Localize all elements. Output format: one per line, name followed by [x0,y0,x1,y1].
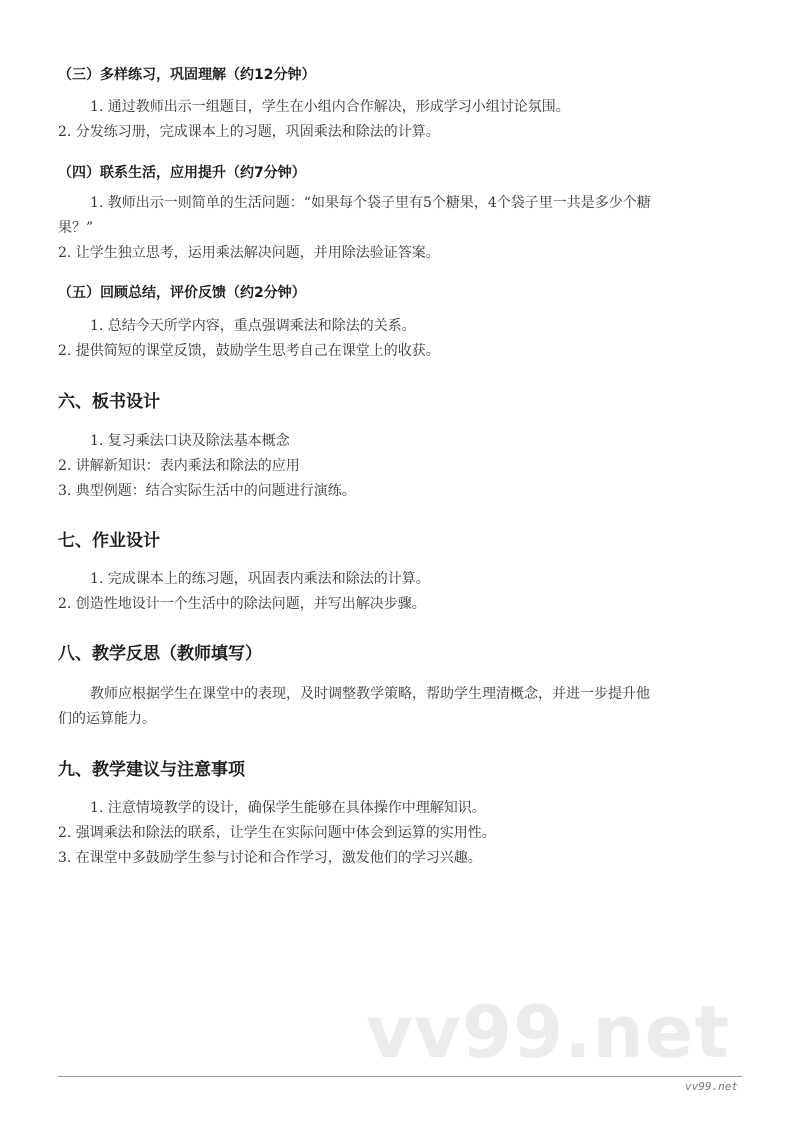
list-item: 1. 注意情境教学的设计，确保学生能够在具体操作中理解知识。 [90,800,486,816]
list-item: 1. 通过教师出示一组题目，学生在小组内合作解决，形成学习小组讨论氛围。 [90,99,570,115]
list-item: 2. 讲解新知识：表内乘法和除法的应用 [58,458,300,474]
paragraph-line: 们的运算能力。 [58,711,156,727]
list-item: 3. 典型例题：结合实际生活中的问题进行演练。 [58,483,356,499]
list-item: 1. 复习乘法口诀及除法基本概念 [90,433,290,449]
paragraph-line: 教师应根据学生在课堂中的表现，及时调整教学策略，帮助学生理清概念，并进一步提升他 [90,686,650,702]
list-item: 1. 总结今天所学内容，重点强调乘法和除法的关系。 [90,318,416,334]
section-heading: （五）回顾总结，评价反馈（约2分钟） [58,285,306,301]
list-item: 2. 创造性地设计一个生活中的除法问题，并写出解决步骤。 [58,596,426,612]
list-item: 3. 在课堂中多鼓励学生参与讨论和合作学习，激发他们的学习兴趣。 [58,850,482,866]
main-heading: 八、教学反思（教师填写） [58,644,262,664]
footer-divider [58,1076,742,1077]
list-item: 1. 完成课本上的练习题，巩固表内乘法和除法的计算。 [90,571,430,587]
list-item-continuation: 果？” [58,220,94,236]
main-heading: 六、板书设计 [58,392,160,412]
footer-site-label: vv99.net [685,1080,738,1093]
list-item: 2. 提供简短的课堂反馈，鼓励学生思考自己在课堂上的收获。 [58,343,440,359]
list-item: 1. 教师出示一则简单的生活问题：“如果每个袋子里有5个糖果，4个袋子里一共是多少个糖 [90,195,651,211]
list-item: 2. 强调乘法和除法的联系，让学生在实际问题中体会到运算的实用性。 [58,825,496,841]
list-item: 2. 让学生独立思考，运用乘法解决问题，并用除法验证答案。 [58,245,440,261]
watermark: vv99.net [366,990,730,1074]
main-heading: 七、作业设计 [58,531,160,551]
section-heading: （三）多样练习，巩固理解（约12分钟） [58,67,316,83]
list-item: 2. 分发练习册，完成课本上的习题，巩固乘法和除法的计算。 [58,124,440,140]
main-heading: 九、教学建议与注意事项 [58,760,245,780]
section-heading: （四）联系生活，应用提升（约7分钟） [58,165,306,181]
